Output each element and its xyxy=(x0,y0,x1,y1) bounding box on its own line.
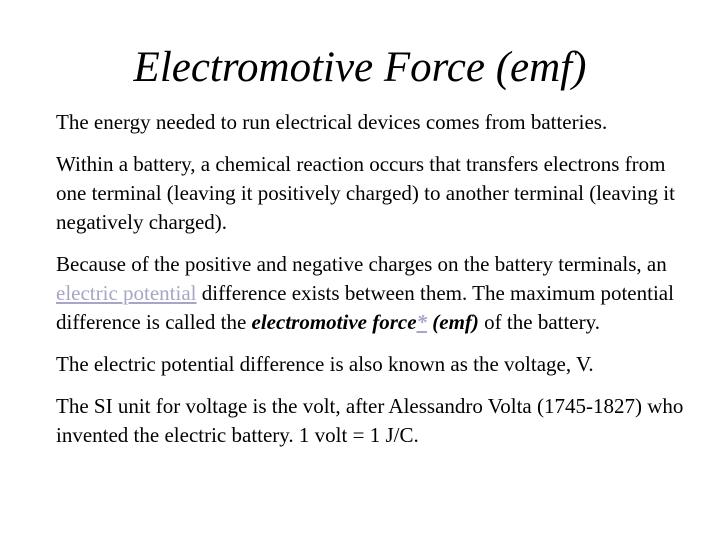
paragraph-text: Because of the positive and negative charges on the battery terminals, an xyxy=(56,252,667,276)
paragraph-potential-difference xyxy=(56,250,686,337)
paragraph-voltage: The electric potential difference is also known as the voltage, V. xyxy=(56,352,594,376)
slide-title: Electromotive Force (emf) xyxy=(133,44,587,91)
emf-footnote-link[interactable]: * xyxy=(416,310,428,334)
emf-term: electromotive force xyxy=(251,310,417,334)
paragraph-text: of the battery. xyxy=(478,310,601,334)
emf-abbreviation: (emf) xyxy=(427,310,479,334)
paragraph-si-unit: The SI unit for voltage is the volt, after Alessandro Volta (1745-1827) who invented the electric battery. 1 volt = 1 J/C. xyxy=(56,394,684,447)
paragraph-text: difference exists between them. The maximum potential difference is called the xyxy=(56,281,674,334)
slide-body xyxy=(56,108,686,463)
paragraph-chemical-reaction: Within a battery, a chemical reaction occurs that transfers electrons from one terminal (leaving it positively charged) to another terminal (leaving it negatively charged). xyxy=(56,152,675,234)
electric-potential-link[interactable]: electric potential xyxy=(56,281,197,305)
paragraph-energy: The energy needed to run electrical devices comes from batteries. xyxy=(56,110,608,134)
